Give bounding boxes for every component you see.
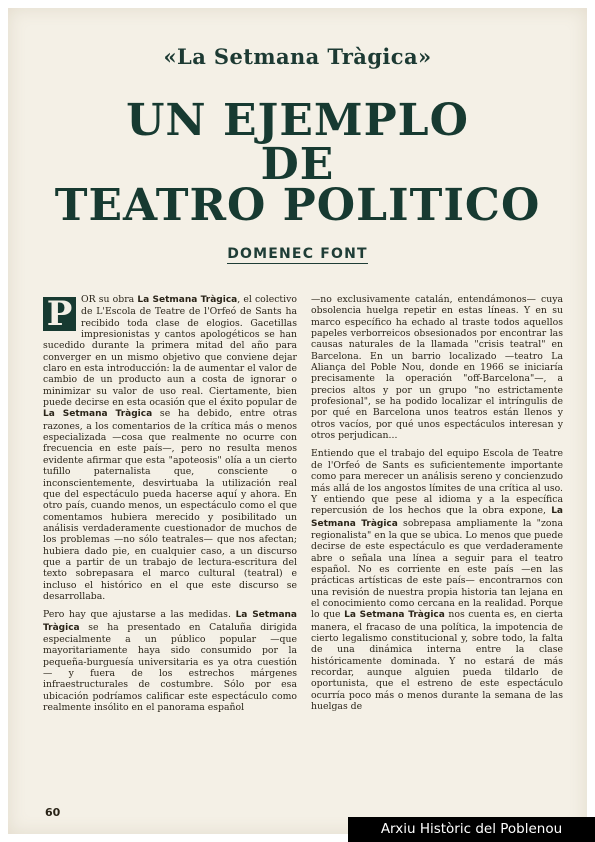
headline-line-2: DE bbox=[260, 139, 335, 190]
archive-watermark: Arxiu Històric del Poblenou bbox=[348, 817, 595, 842]
play-title: La Setmana Tràgica bbox=[344, 610, 445, 621]
text-run: OR su obra bbox=[81, 294, 138, 305]
text-run: sobrepasa ampliamente la "zona regionalista" en la que se ubica. Lo menos que puede decirse de este espectáculo es que verdaderamente abre o señala una línea a seguir para el teatro español. No es corriente en este país —en las prácticas artísticas de este país— encontrarnos con una revisión de nuestra propia historia tan lejana en el conocimiento como cercana en la realidad. Porque lo que bbox=[311, 517, 563, 621]
text-run: , el colectivo de L'Escola de Teatre de l'Orfeó de Sants ha recibido toda clase de elogios. Gacetillas impresionistas y cantos apologéticos se han sucedido durante la primera mitad del año para converger en un mismo objetivo que conviene dejar claro en esta introducción: la de aumentar el valor de cambio de un producto aun a costa de ignorar o minimizar su valor de uso real. Ciertamente, bien puede decirse en esta ocasión que el éxito popular de bbox=[43, 294, 297, 409]
article-column-left bbox=[43, 294, 297, 720]
text-run: Entiendo que el trabajo del equipo Escola de Teatre de l'Orfeó de Sants es suficientemente importante como para merecer un análisis sereno y concienzudo más allá de los angostos límites de una crítica al uso. Y entiendo que pese al idioma y a la específica repercusión de los hechos que la obra expone, bbox=[311, 448, 563, 517]
play-title: La Setmana Tràgica bbox=[311, 506, 563, 529]
paragraph bbox=[43, 294, 297, 602]
drop-cap: P bbox=[43, 297, 76, 331]
headline-line-3: TEATRO POLITICO bbox=[54, 180, 541, 231]
text-run: se ha debido, entre otras razones, a los comentarios de la crítica más o menos especializada —cosa que realmente no ocurre con frecuencia en este país—, pero no resulta menos evidente afirmar que esta "apoteosis" olía a un cierto tufillo paternalista que, consciente o inconscientemente, desvirtuaba la utilización real que del espectáculo pueda hacerse aquí y ahora. En otro país, cuando menos, un espectáculo como el que comentamos hubiera merecido y posibilitado un análisis verdaderamente cuestionador de muchos de los problemas —no sólo teatrales— que nos afectan; hubiera dado pie, en cualquier caso, a un discurso que a partir de un trabajo de lectura-escritura del texto sobrepasara el marco cultural (teatral) e incluso el histórico en el que este discurso se desarrollaba. bbox=[43, 408, 297, 602]
text-run: se ha presentado en Cataluña dirigida especialmente a un público popular —que mayoritariamente haya sido consumido por la pequeña-burguesía universitaria es ya otra cuestión— y fuera de los estrechos márgenes infraestructurales de costumbre. Sólo por esa ubicación podríamos calificar este espectáculo como realmente insólito en el panorama español bbox=[43, 621, 297, 714]
play-title: La Setmana Tràgica bbox=[43, 610, 298, 633]
paragraph bbox=[43, 609, 297, 713]
headline-line-1: UN EJEMPLO bbox=[126, 95, 469, 146]
play-title: La Setmana Tràgica bbox=[43, 409, 153, 420]
article-column-right bbox=[311, 294, 563, 719]
author-name: DOMENEC FONT bbox=[227, 246, 368, 262]
text-run: nos cuenta es, en cierta manera, el fracaso de una política, la impotencia de cierto legalismo constitucional y, sobre todo, la falta de una dinámica interna entre la clase históricamente dominada. Y no estará de más recordar, aunque alguien pueda tildarlo de oportunista, que el estreno de este espectáculo ocurría poco más o menos durante la semana de las huelgas de bbox=[311, 609, 564, 713]
text-run: Pero hay que ajustarse a las medidas. bbox=[43, 609, 236, 621]
author-byline bbox=[0, 246, 595, 262]
article-kicker: «La Setmana Tràgica» bbox=[163, 44, 432, 69]
page-number: 60 bbox=[45, 806, 61, 819]
paragraph bbox=[311, 448, 563, 712]
paragraph: —no exclusivamente catalán, entendámonos— cuya obsolencia huelga repetir en estas líneas. Y en su marco específico ha echado al traste todos aquellos papeles verborreicos obsesionados por encontrar las causas naturales de la llamada "crisis teatral" en Barcelona. En un barrio localizado —teatro La Aliança del Poble Nou, donde en 1966 se iniciaría precisamente la operación "off-Barcelona"—, a precios altos y por un grupo "no estrictamente profesional", se ha podido localizar el intríngulis de por qué en Barcelona unos teatros están llenos y otros vacíos, por qué unos espectáculos interesan y otros perjudican... bbox=[311, 294, 563, 442]
play-title: La Setmana Tràgica bbox=[137, 295, 238, 305]
